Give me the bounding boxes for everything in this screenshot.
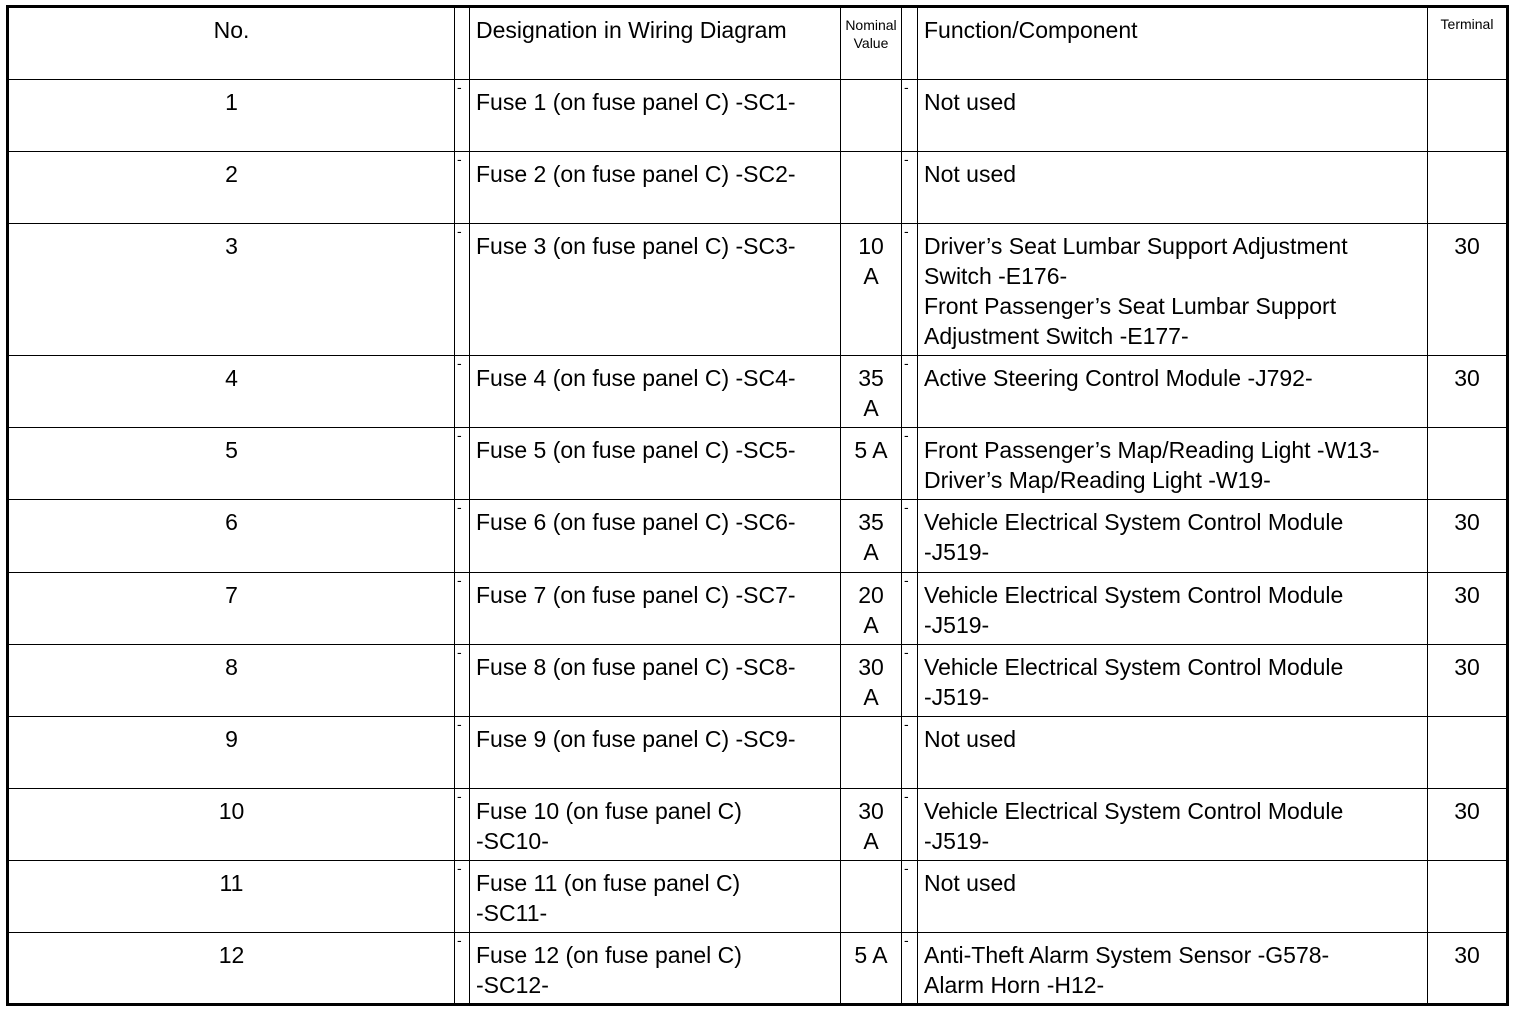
terminal-cell (1428, 80, 1508, 152)
function-line: -J519- (924, 611, 990, 638)
designation-cell (470, 224, 841, 356)
table-row (8, 788, 1508, 860)
function-cell (918, 428, 1428, 500)
function-line: Front Passenger’s Map/Reading Light -W13- (924, 437, 1380, 464)
table-row (8, 428, 1508, 500)
nominal-value-cell (841, 860, 902, 932)
nominal-value-line: A (863, 395, 879, 422)
fuse-number: 1 (8, 80, 455, 152)
designation-line: Fuse 1 (on fuse panel C) -SC1- (476, 89, 796, 116)
terminal-cell: 30 (1428, 572, 1508, 644)
terminal-cell: 30 (1428, 356, 1508, 428)
gap-mark: - (455, 644, 470, 716)
nominal-value-line: 5 A (854, 941, 888, 968)
table-row (8, 152, 1508, 224)
designation-line: Fuse 2 (on fuse panel C) -SC2- (476, 161, 796, 188)
gap-mark: - (902, 224, 918, 356)
gap-mark: - (902, 716, 918, 788)
designation-cell (470, 572, 841, 644)
header-nominal-value (841, 7, 902, 80)
designation-cell (470, 356, 841, 428)
table-row (8, 80, 1508, 152)
gap-mark: - (902, 152, 918, 224)
designation-cell (470, 932, 841, 1004)
designation-line: Fuse 7 (on fuse panel C) -SC7- (476, 581, 796, 608)
function-line: Not used (924, 89, 1017, 116)
nominal-value-cell (841, 428, 902, 500)
fuse-number: 5 (8, 428, 455, 500)
designation-cell (470, 152, 841, 224)
nominal-value-line: A (863, 827, 879, 854)
terminal-cell (1428, 428, 1508, 500)
function-cell (918, 860, 1428, 932)
nominal-value-cell (841, 932, 902, 1004)
table-row (8, 860, 1508, 932)
table-row (8, 572, 1508, 644)
gap-mark: - (455, 428, 470, 500)
function-line: Not used (924, 725, 1017, 752)
header-no: No. (8, 7, 455, 80)
nominal-value-cell (841, 224, 902, 356)
gap-mark: - (455, 572, 470, 644)
fuse-number: 6 (8, 500, 455, 572)
nominal-value-cell (841, 500, 902, 572)
designation-line: Fuse 8 (on fuse panel C) -SC8- (476, 653, 796, 680)
header-terminal: Terminal (1428, 7, 1508, 80)
function-line: Not used (924, 869, 1017, 896)
function-cell (918, 80, 1428, 152)
function-line: Not used (924, 161, 1017, 188)
gap-mark: - (902, 788, 918, 860)
function-line: Front Passenger’s Seat Lumbar Support (924, 293, 1337, 320)
designation-line: Fuse 3 (on fuse panel C) -SC3- (476, 233, 796, 260)
nominal-value-line: 5 A (854, 437, 888, 464)
header-designation: Designation in Wiring Diagram (470, 7, 841, 80)
terminal-cell: 30 (1428, 788, 1508, 860)
gap-mark: - (455, 224, 470, 356)
designation-line: Fuse 9 (on fuse panel C) -SC9- (476, 725, 796, 752)
gap-mark: - (902, 80, 918, 152)
function-line: Adjustment Switch -E177- (924, 323, 1189, 350)
function-line: Anti-Theft Alarm System Sensor -G578- (924, 941, 1330, 968)
gap-mark: - (455, 860, 470, 932)
gap-mark: - (455, 716, 470, 788)
fuse-number: 2 (8, 152, 455, 224)
function-cell (918, 152, 1428, 224)
function-line: Driver’s Map/Reading Light -W19- (924, 467, 1271, 494)
function-cell (918, 644, 1428, 716)
nominal-value-cell (841, 572, 902, 644)
terminal-cell: 30 (1428, 500, 1508, 572)
table-row (8, 932, 1508, 1004)
function-cell (918, 716, 1428, 788)
gap-mark: - (455, 788, 470, 860)
function-line: -J519- (924, 827, 990, 854)
function-cell (918, 224, 1428, 356)
fuse-number: 11 (8, 860, 455, 932)
designation-line: -SC12- (476, 971, 549, 998)
nominal-value-line: 30 (858, 797, 884, 824)
designation-cell (470, 860, 841, 932)
designation-line: Fuse 4 (on fuse panel C) -SC4- (476, 365, 796, 392)
table-row (8, 500, 1508, 572)
nominal-value-line: A (863, 263, 879, 290)
designation-line: -SC10- (476, 827, 549, 854)
gap-mark: - (902, 932, 918, 1004)
designation-cell (470, 428, 841, 500)
function-cell (918, 356, 1428, 428)
header-nominal-line2: Value (853, 35, 889, 51)
nominal-value-line: 30 (858, 653, 884, 680)
nominal-value-cell (841, 356, 902, 428)
gap-mark: - (902, 860, 918, 932)
nominal-value-line: 35 (858, 509, 884, 536)
nominal-value-cell (841, 788, 902, 860)
nominal-value-line: 35 (858, 365, 884, 392)
fuse-number: 10 (8, 788, 455, 860)
function-cell (918, 572, 1428, 644)
nominal-value-line: A (863, 539, 879, 566)
designation-line: Fuse 11 (on fuse panel C) (476, 869, 741, 896)
function-line: Switch -E176- (924, 263, 1068, 290)
gap-mark: - (455, 152, 470, 224)
function-cell (918, 500, 1428, 572)
function-cell (918, 932, 1428, 1004)
gap-mark: - (455, 932, 470, 1004)
header-gap-2 (902, 7, 918, 80)
designation-line: Fuse 12 (on fuse panel C) (476, 941, 742, 968)
nominal-value-cell (841, 644, 902, 716)
header-nominal-line1: Nominal (845, 17, 897, 33)
nominal-value-line: A (863, 683, 879, 710)
designation-cell (470, 644, 841, 716)
function-line: Alarm Horn -H12- (924, 971, 1105, 998)
designation-cell (470, 80, 841, 152)
fuse-number: 9 (8, 716, 455, 788)
header-function: Function/Component (918, 7, 1428, 80)
nominal-value-line: 10 (858, 233, 884, 260)
gap-mark: - (902, 500, 918, 572)
gap-mark: - (902, 428, 918, 500)
gap-mark: - (455, 500, 470, 572)
table-row (8, 224, 1508, 356)
function-line: Driver’s Seat Lumbar Support Adjustment (924, 233, 1348, 260)
nominal-value-line: 20 (858, 581, 884, 608)
function-line: Active Steering Control Module -J792- (924, 365, 1313, 392)
terminal-cell (1428, 152, 1508, 224)
terminal-cell (1428, 860, 1508, 932)
function-line: Vehicle Electrical System Control Module (924, 797, 1344, 824)
fuse-number: 7 (8, 572, 455, 644)
designation-cell (470, 716, 841, 788)
gap-mark: - (902, 572, 918, 644)
terminal-cell: 30 (1428, 932, 1508, 1004)
designation-cell (470, 500, 841, 572)
designation-cell (470, 788, 841, 860)
function-line: -J519- (924, 539, 990, 566)
function-line: Vehicle Electrical System Control Module (924, 509, 1344, 536)
header-gap-1 (455, 7, 470, 80)
terminal-cell: 30 (1428, 224, 1508, 356)
table-row (8, 356, 1508, 428)
terminal-cell (1428, 716, 1508, 788)
header-row (8, 7, 1508, 80)
nominal-value-cell (841, 80, 902, 152)
fuse-number: 12 (8, 932, 455, 1004)
function-line: -J519- (924, 683, 990, 710)
fuse-number: 3 (8, 224, 455, 356)
designation-line: Fuse 10 (on fuse panel C) (476, 797, 742, 824)
nominal-value-cell (841, 716, 902, 788)
gap-mark: - (455, 80, 470, 152)
gap-mark: - (455, 356, 470, 428)
table-row (8, 644, 1508, 716)
terminal-cell: 30 (1428, 644, 1508, 716)
function-line: Vehicle Electrical System Control Module (924, 581, 1344, 608)
nominal-value-cell (841, 152, 902, 224)
designation-line: Fuse 6 (on fuse panel C) -SC6- (476, 509, 796, 536)
fuse-number: 4 (8, 356, 455, 428)
fuse-number: 8 (8, 644, 455, 716)
designation-line: Fuse 5 (on fuse panel C) -SC5- (476, 437, 796, 464)
fuse-table (6, 5, 1509, 1006)
designation-line: -SC11- (476, 899, 548, 926)
function-line: Vehicle Electrical System Control Module (924, 653, 1344, 680)
gap-mark: - (902, 644, 918, 716)
nominal-value-line: A (863, 611, 879, 638)
function-cell (918, 788, 1428, 860)
table-row (8, 716, 1508, 788)
gap-mark: - (902, 356, 918, 428)
